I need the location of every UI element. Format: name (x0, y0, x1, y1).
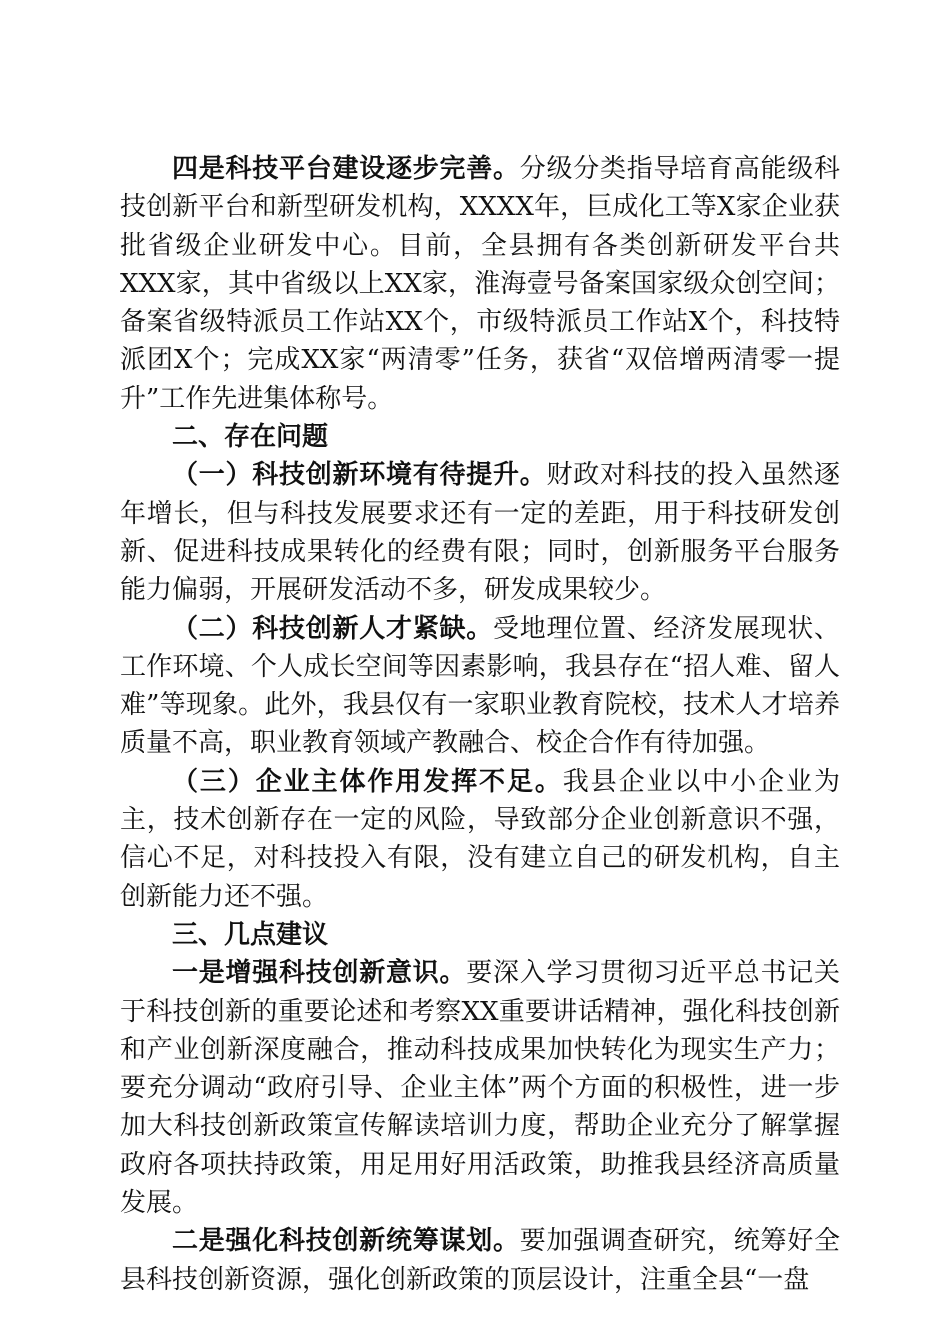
section-heading-suggestions: 三、几点建议 (172, 919, 329, 950)
paragraph-lead: 二是强化科技创新统筹谋划。 (172, 1226, 520, 1257)
paragraph-text: 要加强调查研究，统筹好全县科技创新资源，强化创新政策的顶层设计，注重全县“一盘 (120, 1226, 840, 1295)
paragraph-lead: （三）企业主体作用发挥不足。 (172, 766, 563, 797)
paragraph-innovation-environment (120, 456, 840, 609)
paragraph-text: 要深入学习贯彻习近平总书记关于科技创新的重要论述和考察XX重要讲话精神，强化科技创新和产业创新深度融合，推动科技成果加快转化为现实生产力；要充分调动“政府引导、企业主体”两个方面的积极性，进一步加大科技创新政策宣传解读培训力度，帮助企业充分了解掌握政府各项扶持政策，用足用好用活政策，助推我县经济高质量发展。 (120, 958, 840, 1219)
paragraph-platform-construction (120, 150, 840, 418)
paragraph-text: 分级分类指导培育高能级科技创新平台和新型研发机构，XXXX年，巨成化工等X家企业获批省级企业研发中心。目前，全县拥有各类创新研发平台共XXX家，其中省级以上XX家，淮海壹号备案国家级众创空间；备案省级特派员工作站XX个，市级特派员工作站X个，科技特派团X个；完成XX家“两清零”任务，获省“双倍增两清零一提升”工作先进集体称号。 (120, 154, 840, 414)
paragraph-lead: （一）科技创新环境有待提升。 (172, 460, 547, 491)
paragraph-text: 我县企业以中小企业为主，技术创新存在一定的风险，导致部分企业创新意识不强，信心不足，对科技投入有限，没有建立自己的研发机构，自主创新能力还不强。 (120, 766, 840, 912)
paragraph-innovation-planning (120, 1222, 840, 1299)
section-heading-problems: 二、存在问题 (172, 422, 329, 453)
paragraph-lead: 四是科技平台建设逐步完善。 (172, 154, 520, 184)
paragraph-lead: （二）科技创新人才紧缺。 (172, 613, 493, 644)
paragraph-innovation-awareness (120, 954, 840, 1222)
paragraph-lead: 一是增强科技创新意识。 (172, 958, 467, 989)
paragraph-talent-shortage (120, 610, 840, 763)
document-body (120, 150, 840, 1299)
paragraph-text: 受地理位置、经济发展现状、工作环境、个人成长空间等因素影响，我县存在“招人难、留人难”等现象。此外，我县仅有一家职业教育院校，技术人才培养质量不高，职业教育领域产教融合、校企合作有待加强。 (120, 613, 840, 759)
paragraph-enterprise-role (120, 763, 840, 916)
paragraph-text: 财政对科技的投入虽然逐年增长，但与科技发展要求还有一定的差距，用于科技研发创新、促进科技成果转化的经费有限；同时，创新服务平台服务能力偏弱，开展研发活动不多，研发成果较少。 (120, 460, 840, 606)
